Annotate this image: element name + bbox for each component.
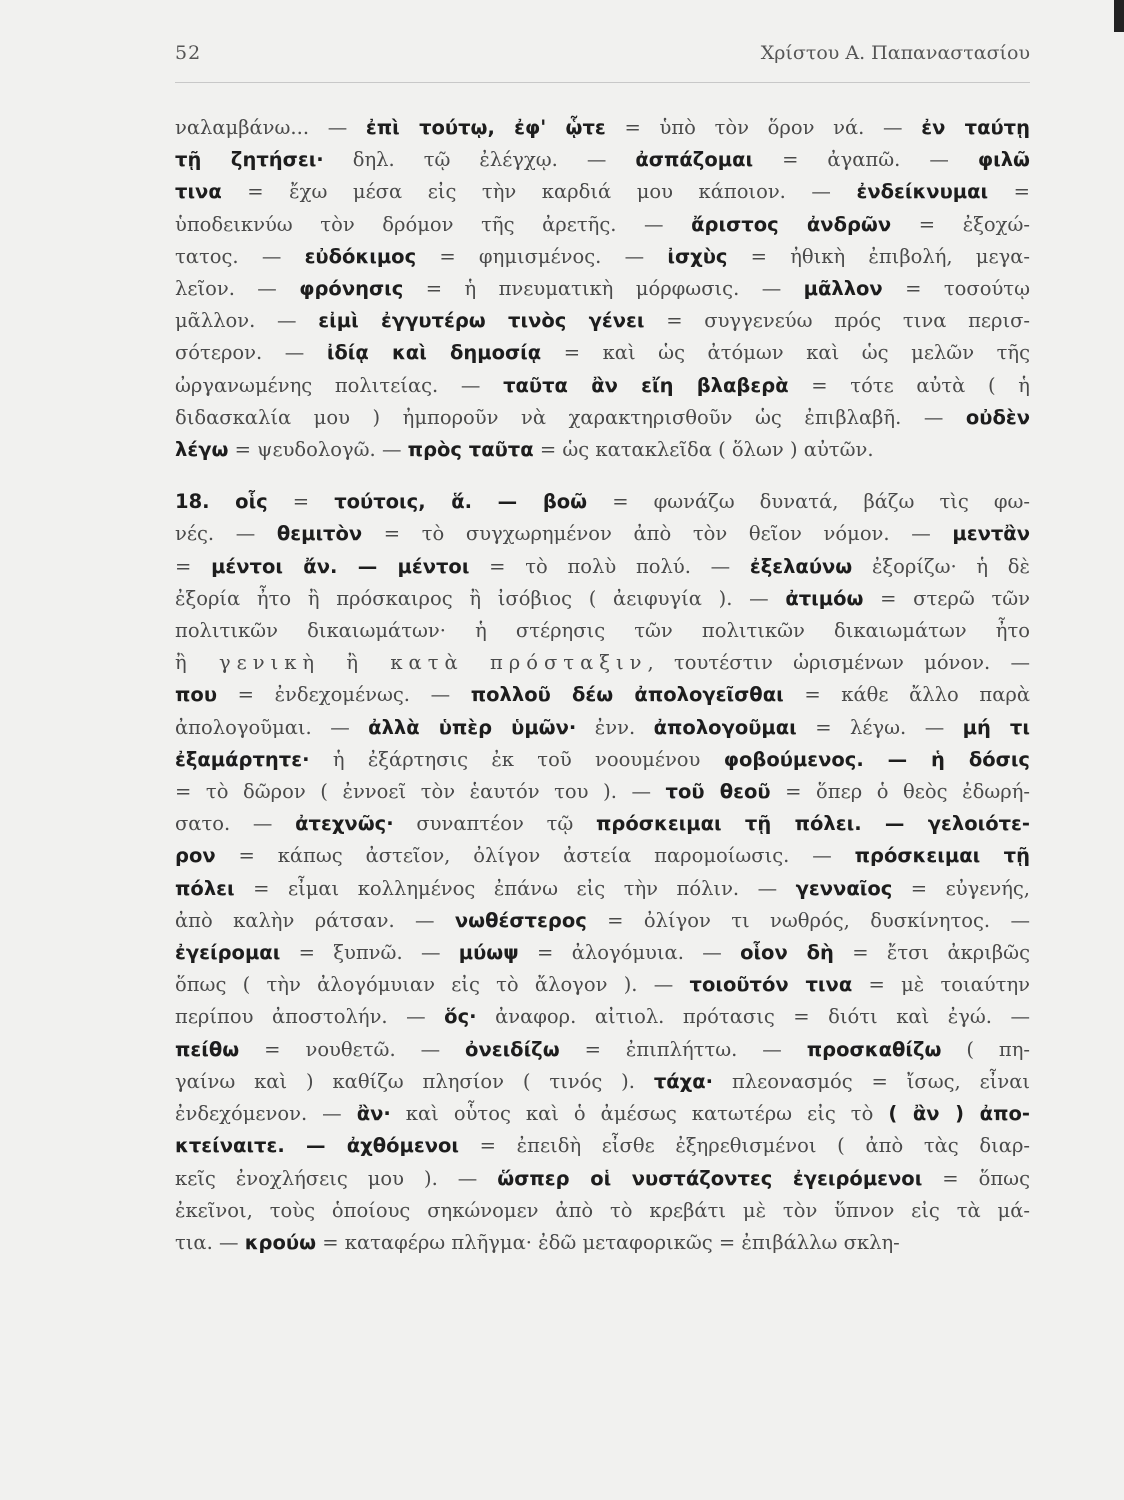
lemma-term: μέντοι ἄν. — μέντοι (211, 554, 470, 578)
lemma-term: φιλῶ (977, 148, 1030, 172)
lemma-term: μύωψ (458, 941, 519, 965)
text-line (175, 112, 1030, 144)
gloss-text: ἐξορία ἦτο ἢ πρόσκαιρος ἢ ἰσόβιος ( ἀειφυγία ). — (175, 586, 786, 610)
lemma-term: ὅς· (444, 1005, 477, 1029)
gloss-text: ἐκεῖνοι, τοὺς ὁποίους σηκώνομεν ἀπὸ τὸ κρεβάτι μὲ τὸν ὕπνον εἰς τὰ μά- (175, 1198, 1030, 1222)
gloss-text: τατος. — (175, 244, 305, 268)
lemma-term: τούτοις, ἅ. — βοῶ (334, 490, 588, 514)
text-line (175, 583, 1030, 615)
lemma-term: τάχα· (653, 1069, 714, 1093)
gloss-text: σατο. — (175, 812, 296, 836)
text-line (175, 969, 1030, 1001)
text-line (175, 370, 1030, 402)
gloss-text: = τὸ δῶρον ( ἐννοεῖ τὸν ἑαυτόν του ). — (175, 780, 666, 804)
lemma-term: μᾶλλον (803, 277, 883, 301)
lemma-term: θεμιτὸν (276, 522, 363, 546)
lemma-term: πρόσκειμαι τῇ (854, 844, 1030, 868)
gloss-text: δηλ. τῷ ἐλέγχῳ. — (323, 148, 636, 172)
lemma-term: εἰμὶ ἐγγυτέρω τινὸς γένει (318, 309, 645, 333)
gloss-text: γαίνω καὶ ) καθίζω πλησίον ( τινός ). (175, 1069, 654, 1093)
gloss-text: ναλαμβάνω... — (175, 116, 366, 139)
lemma-term: ἀτεχνῶς· (295, 812, 394, 836)
gloss-text: νές. — (175, 522, 277, 546)
lemma-term: ὀνειδίζω (465, 1037, 560, 1061)
lemma-term: νωθέστερος (454, 908, 587, 932)
gloss-text: = λέγω. — (796, 715, 963, 739)
gloss-text: = ἐπιπλήττω. — (559, 1037, 807, 1061)
lemma-term: 18. οἷς (175, 490, 268, 514)
gloss-text: = ἐξοχώ- (891, 212, 1030, 236)
gloss-text: = καὶ ὡς ἀτόμων καὶ ὡς μελῶν τῆς (541, 341, 1030, 365)
lemma-term: ἄριστος ἀνδρῶν (691, 212, 892, 236)
gloss-text: = στερῶ τῶν (863, 586, 1030, 610)
page-number: 52 (175, 42, 202, 64)
text-line (175, 176, 1030, 208)
gloss-text: περίπου ἀποστολήν. — (175, 1005, 445, 1029)
gloss-text: μᾶλλον. — (175, 309, 319, 333)
text-line (175, 402, 1030, 434)
lemma-term: λέγω (175, 438, 229, 462)
text-line (175, 776, 1030, 808)
gloss-text: ἡ ἐξάρτησις ἐκ τοῦ νοουμένου (309, 747, 724, 771)
lemma-term: ἐξαμάρτητε· (175, 747, 310, 771)
gloss-text: = εἶμαι κολλημένος ἐπάνω εἰς τὴν πόλιν. — (234, 876, 796, 900)
lemma-term: ἐπὶ τούτῳ, ἐφ' ᾧτε (365, 116, 606, 139)
gloss-text: , τουτέστιν ὡρισμένων μόνον. — (647, 651, 1030, 675)
lemma-term: ἐξελαύνω (749, 554, 853, 578)
lemma-term: ταῦτα ἂν εἴη βλαβερὰ (503, 373, 789, 397)
gloss-text: κεῖς ἐνοχλήσεις μου ). — (175, 1166, 498, 1190)
gloss-text: = συγγενεύω πρός τινα περισ- (644, 309, 1030, 333)
header-rule (175, 82, 1030, 83)
gloss-text: = ἐνδεχομένως. — (217, 683, 471, 707)
gloss-text: ὅπως ( τὴν ἀλογόμυιαν εἰς τὸ ἄλογον ). — (175, 973, 690, 997)
lemma-term: κτείναιτε. — ἀχθόμενοι (175, 1134, 459, 1158)
text-line (175, 209, 1030, 241)
text-line (175, 808, 1030, 840)
lemma-term: μή τι (962, 715, 1030, 739)
lemma-term: ( ἂν ) ἀπο- (888, 1102, 1030, 1126)
lemma-term: φρόνησις (299, 277, 404, 301)
lemma-term: ἂν· (356, 1102, 391, 1126)
gloss-text: καὶ οὗτος καὶ ὁ ἀμέσως κατωτέρω εἰς τὸ (390, 1102, 889, 1126)
lemma-term: πρόσκειμαι τῇ πόλει. — γελοιότε- (596, 812, 1030, 836)
lemma-term: οἷον δὴ (740, 941, 834, 965)
lemma-term: πείθω (175, 1037, 240, 1061)
gloss-text: ἐνδεχόμενον. — (175, 1102, 357, 1126)
gloss-text: ἐνν. (576, 715, 654, 739)
gloss-text: πολιτικῶν δικαιωμάτων· ἡ στέρησις τῶν πολιτικῶν δικαιωμάτων ἦτο (175, 619, 1030, 643)
text-line (175, 518, 1030, 550)
gloss-text: = τὸ συγχωρημένον ἀπὸ τὸν θεῖον νόμον. — (362, 522, 953, 546)
text-line (175, 905, 1030, 937)
gloss-text: = κάπως ἀστεῖον, ὀλίγον ἀστεία παρομοίωσις. — (215, 844, 855, 868)
lemma-term: ὥσπερ οἱ νυστάζοντες ἐγειρόμενοι (497, 1166, 923, 1190)
body-text (175, 112, 1030, 1259)
text-line (175, 1227, 1030, 1259)
gloss-text: λεῖον. — (175, 277, 300, 301)
running-title: Χρίστου Α. Παπαναστασίου (760, 42, 1030, 64)
gloss-text: = ψευδολογῶ. — (228, 438, 408, 462)
gloss-text: διδασκαλία μου ) ἠμποροῦν νὰ χαρακτηρισθοῦν ὡς ἐπιβλαβῆ. — (175, 405, 966, 429)
lemma-term: τοιοῦτόν τινα (689, 973, 853, 997)
gloss-text: = τὸ πολὺ πολύ. — (469, 554, 750, 578)
gloss-text: τια. — (175, 1230, 245, 1254)
text-line (175, 1034, 1030, 1066)
page-edge-mark (1114, 0, 1124, 32)
text-line (175, 615, 1030, 647)
lemma-term: ρον (175, 844, 216, 868)
text-line (175, 873, 1030, 905)
lemma-term: τοῦ θεοῦ (665, 780, 771, 804)
gloss-text: = ὅπως (922, 1166, 1030, 1190)
gloss-text: ὠργανωμένης πολιτείας. — (175, 373, 504, 397)
text-line (175, 712, 1030, 744)
text-line (175, 679, 1030, 711)
lemma-term: πόλει (175, 876, 235, 900)
gloss-text: = ἔχω μέσα εἰς τὴν καρδιά μου κάποιον. — (221, 180, 857, 204)
gloss-text: = ἀλογόμυια. — (518, 941, 741, 965)
text-line (175, 647, 1030, 679)
gloss-text: = καταφέρω πλῆγμα· ἐδῶ μεταφορικῶς = ἐπιβάλλω σκλη- (316, 1230, 900, 1254)
lemma-term: ἰδίᾳ καὶ δημοσίᾳ (326, 341, 542, 365)
lemma-term: φοβούμενος. — ἡ δόσις (723, 747, 1030, 771)
gloss-text: = (267, 490, 335, 514)
lemma-term: ἐνδείκνυμαι (856, 180, 989, 204)
lemma-term: ἐγείρομαι (175, 941, 281, 965)
gloss-text: = μὲ τοιαύτην (852, 973, 1030, 997)
gloss-text: = ὅπερ ὁ θεὸς ἐδωρή- (770, 780, 1030, 804)
gloss-text: ἀπὸ καλὴν ράτσαν. — (175, 908, 455, 932)
gloss-text: = τοσούτῳ (882, 277, 1030, 301)
gloss-text: = κάθε ἄλλο παρὰ (783, 683, 1030, 707)
gloss-text: = ἀγαπῶ. — (753, 148, 978, 172)
text-line (175, 937, 1030, 969)
gloss-text: = νουθετῶ. — (239, 1037, 466, 1061)
gloss-text: = (175, 554, 212, 578)
text-line (175, 1130, 1030, 1162)
gloss-text: πλεονασμός = ἴσως, εἶναι (713, 1069, 1030, 1093)
lemma-term: εὐδόκιμος (304, 244, 417, 268)
text-line (175, 273, 1030, 305)
lemma-term: ἀλλὰ ὑπὲρ ὑμῶν· (368, 715, 577, 739)
text-line (175, 1163, 1030, 1195)
gloss-text: ἢ γενικὴ ἢ κατὰ πρόσταξιν (175, 651, 648, 675)
lemma-term: τῇ ζητήσει· (175, 148, 324, 172)
gloss-text: = φωνάζω δυνατά, βάζω τὶς φω- (587, 490, 1030, 514)
gloss-text: ( πη- (941, 1037, 1030, 1061)
text-line (175, 305, 1030, 337)
text-line (175, 744, 1030, 776)
gloss-text: = ἔτσι ἀκριβῶς (833, 941, 1030, 965)
gloss-text: = τότε αὐτὰ ( ἡ (788, 373, 1030, 397)
text-line (175, 144, 1030, 176)
gloss-text: ἀπολογοῦμαι. — (175, 715, 369, 739)
lemma-term: ἀπολογοῦμαι (653, 715, 797, 739)
lemma-term: ἰσχὺς (667, 244, 728, 268)
lemma-term: μεντἂν (952, 522, 1030, 546)
lemma-term: πρὸς ταῦτα (407, 438, 534, 462)
text-line (175, 241, 1030, 273)
text-line (175, 1001, 1030, 1033)
text-line (175, 1066, 1030, 1098)
running-header (175, 42, 1030, 64)
lemma-term: ἀτιμόω (785, 586, 864, 610)
gloss-text: = ὑπὸ τὸν ὅρον νά. — (605, 116, 922, 139)
gloss-text: = εὐγενής, (892, 876, 1030, 900)
text-line (175, 486, 1030, 518)
gloss-text: = ὡς κατακλεῖδα ( ὅλων ) αὐτῶν. (533, 438, 874, 462)
gloss-text: ὑποδεικνύω τὸν δρόμον τῆς ἀρετῆς. — (175, 212, 692, 236)
gloss-text: = (988, 180, 1030, 204)
lemma-term: κρούω (244, 1230, 317, 1254)
gloss-text: = ἠθικὴ ἐπιβολή, μεγα- (727, 244, 1030, 268)
paragraph (175, 486, 1030, 1259)
gloss-text: συναπτέον τῷ (393, 812, 596, 836)
gloss-text: σότερον. — (175, 341, 327, 365)
gloss-text: ἀναφορ. αἰτιολ. πρότασις = διότι καὶ ἐγώ. — (476, 1005, 1030, 1029)
lemma-term: ἀσπάζομαι (635, 148, 754, 172)
paragraph (175, 112, 1030, 466)
text-line (175, 1195, 1030, 1227)
text-line (175, 337, 1030, 369)
text-line (175, 1098, 1030, 1130)
lemma-term: που (175, 683, 217, 707)
lemma-term: οὐδὲν (965, 405, 1030, 429)
lemma-term: πολλοῦ δέω ἀπολογεῖσθαι (470, 683, 784, 707)
gloss-text: ἐξορίζω· ἡ δὲ (852, 554, 1030, 578)
gloss-text: = ἐπειδὴ εἶσθε ἐξηρεθισμένοι ( ἀπὸ τὰς διαρ- (459, 1134, 1030, 1158)
text-line (175, 434, 1030, 466)
lemma-term: τινα (175, 180, 222, 204)
gloss-text: = ὀλίγον τι νωθρός, δυσκίνητος. — (586, 908, 1030, 932)
gloss-text: = ξυπνῶ. — (280, 941, 459, 965)
gloss-text: = φημισμένος. — (416, 244, 668, 268)
text-line (175, 551, 1030, 583)
text-line (175, 840, 1030, 872)
lemma-term: γενναῖος (795, 876, 893, 900)
gloss-text: = ἡ πνευματικὴ μόρφωσις. — (403, 277, 804, 301)
lemma-term: προσκαθίζω (806, 1037, 942, 1061)
lemma-term: ἐν ταύτῃ (921, 116, 1030, 139)
